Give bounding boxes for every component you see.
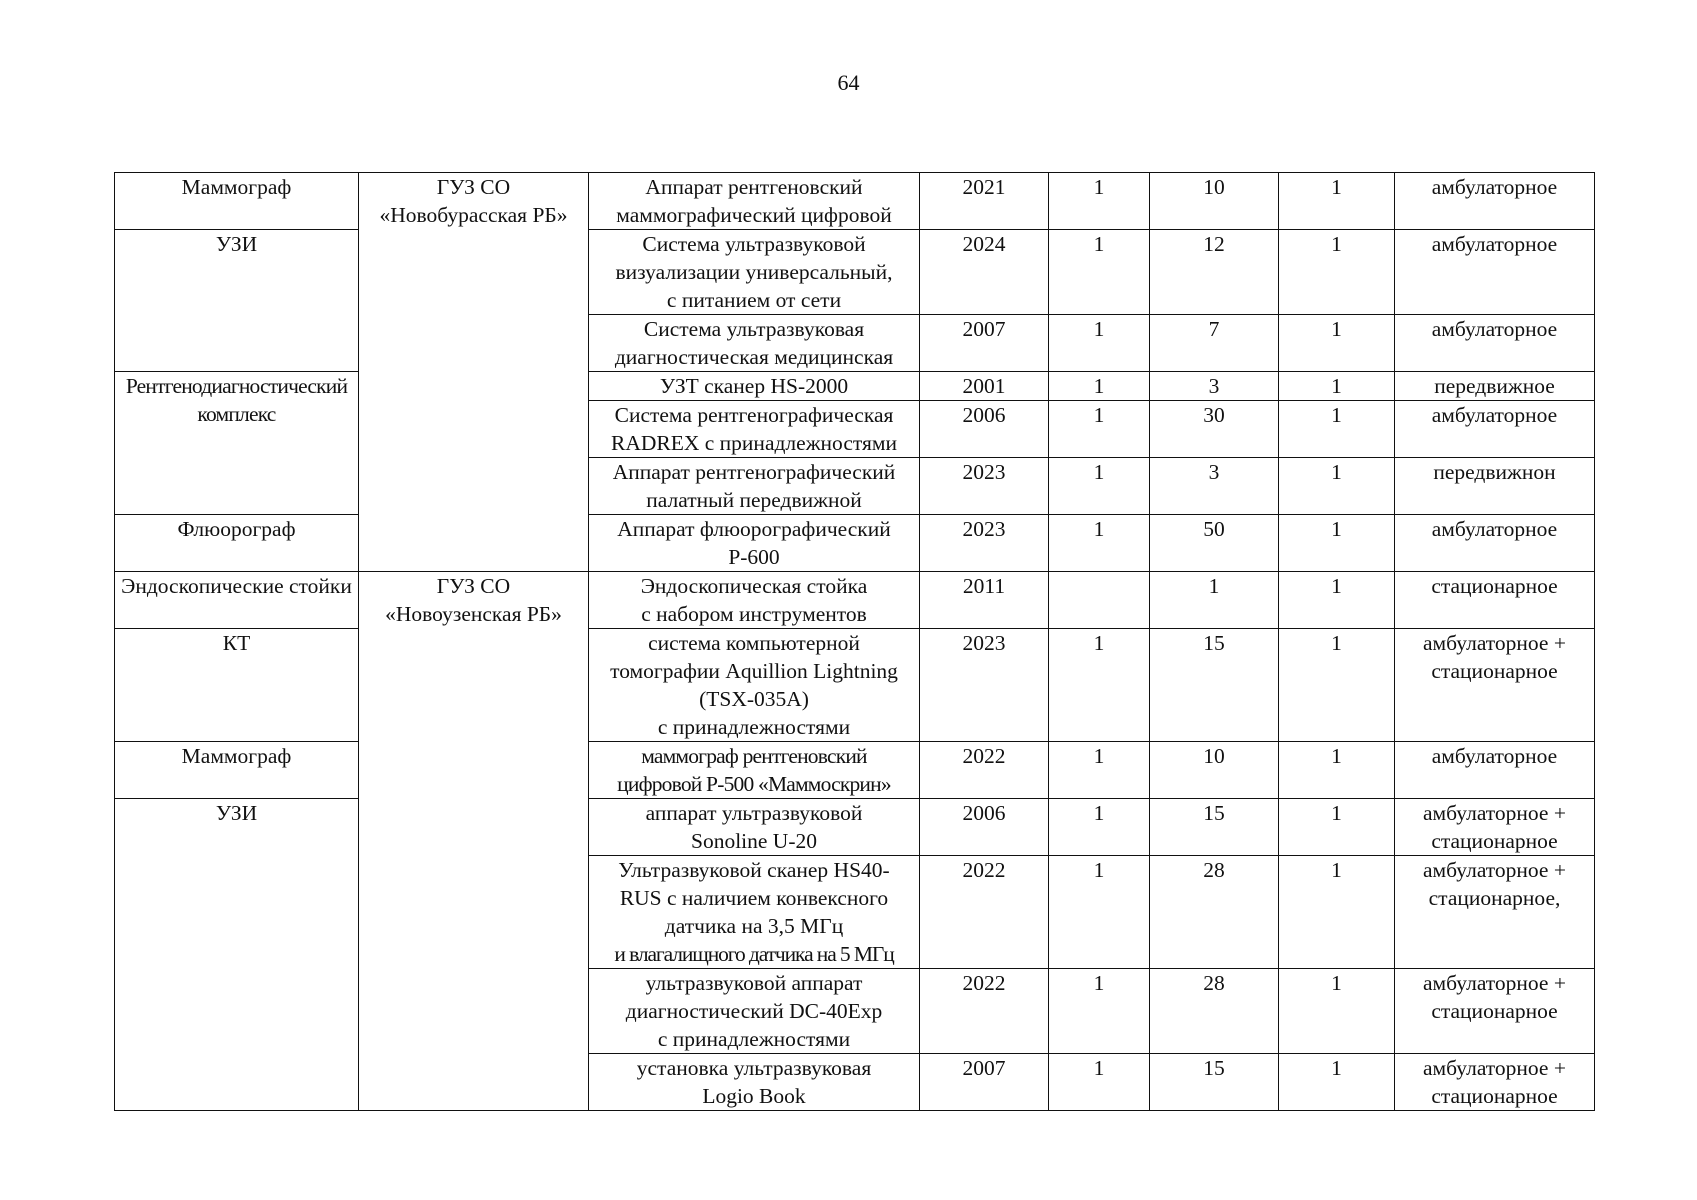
value-cell: 1 [1279, 572, 1395, 629]
value-cell: 1 [1049, 515, 1150, 572]
value-cell: 1 [1279, 458, 1395, 515]
equipment-cell: Система рентгенографическая RADREX с принадлежностями [589, 401, 920, 458]
year-cell: 2023 [920, 629, 1049, 742]
value-cell: 1 [1049, 1054, 1150, 1111]
mode-cell: передвижное [1395, 372, 1595, 401]
value-cell: 1 [1279, 230, 1395, 315]
organization-cell: ГУЗ СО «Новоузенская РБ» [359, 572, 589, 1111]
category-cell: Маммограф [115, 742, 359, 799]
equipment-cell: ультразвуковой аппарат диагностический DC-40Exp с принадлежностями [589, 969, 920, 1054]
value-cell: 50 [1150, 515, 1279, 572]
value-cell: 1 [1049, 372, 1150, 401]
value-cell: 1 [1279, 742, 1395, 799]
value-cell: 1 [1049, 969, 1150, 1054]
equipment-cell: система компьютерной томографии Aquillion Lightning (TSX-035A) с принадлежностями [589, 629, 920, 742]
value-cell: 10 [1150, 173, 1279, 230]
year-cell: 2007 [920, 1054, 1049, 1111]
mode-cell: амбулаторное [1395, 401, 1595, 458]
category-cell: УЗИ [115, 230, 359, 372]
equipment-cell: Ультразвуковой сканер HS40- RUS с наличием конвексного датчика на 3,5 МГц и влагалищного датчика на 5 МГц [589, 856, 920, 969]
year-cell: 2023 [920, 458, 1049, 515]
year-cell: 2007 [920, 315, 1049, 372]
mode-cell: амбулаторное [1395, 742, 1595, 799]
mode-cell: амбулаторное + стационарное, [1395, 856, 1595, 969]
table-row [115, 629, 1595, 742]
mode-cell: амбулаторное + стационарное [1395, 1054, 1595, 1111]
category-cell: КТ [115, 629, 359, 742]
table-row [115, 572, 1595, 629]
value-cell: 1 [1279, 799, 1395, 856]
value-cell: 1 [1049, 230, 1150, 315]
year-cell: 2022 [920, 969, 1049, 1054]
value-cell [1049, 572, 1150, 629]
equipment-table [114, 172, 1595, 1111]
table-row [115, 515, 1595, 572]
table-row [115, 372, 1595, 401]
year-cell: 2023 [920, 515, 1049, 572]
category-cell: Флюорограф [115, 515, 359, 572]
equipment-cell: Эндоскопическая стойка с набором инструментов [589, 572, 920, 629]
value-cell: 15 [1150, 629, 1279, 742]
mode-cell: амбулаторное + стационарное [1395, 799, 1595, 856]
category-cell: Эндоскопические стойки [115, 572, 359, 629]
value-cell: 1 [1049, 458, 1150, 515]
equipment-cell: аппарат ультразвуковой Sonoline U-20 [589, 799, 920, 856]
year-cell: 2021 [920, 173, 1049, 230]
equipment-cell: Система ультразвуковой визуализации универсальный, с питанием от сети [589, 230, 920, 315]
year-cell: 2006 [920, 799, 1049, 856]
mode-cell: амбулаторное [1395, 315, 1595, 372]
equipment-cell: Аппарат рентгеновский маммографический цифровой [589, 173, 920, 230]
year-cell: 2011 [920, 572, 1049, 629]
value-cell: 1 [1279, 629, 1395, 742]
value-cell: 28 [1150, 856, 1279, 969]
table-row [115, 799, 1595, 856]
table-row [115, 742, 1595, 799]
mode-cell: амбулаторное + стационарное [1395, 969, 1595, 1054]
value-cell: 1 [1279, 969, 1395, 1054]
value-cell: 1 [1150, 572, 1279, 629]
category-cell: Маммограф [115, 173, 359, 230]
value-cell: 1 [1279, 856, 1395, 969]
value-cell: 1 [1049, 629, 1150, 742]
equipment-cell: УЗТ сканер HS-2000 [589, 372, 920, 401]
category-cell: Рентгенодиагностический комплекс [115, 372, 359, 515]
value-cell: 1 [1049, 315, 1150, 372]
equipment-cell: установка ультразвуковая Logio Book [589, 1054, 920, 1111]
equipment-cell: Аппарат флюорографический Р-600 [589, 515, 920, 572]
year-cell: 2006 [920, 401, 1049, 458]
equipment-cell: Аппарат рентгенографический палатный передвижной [589, 458, 920, 515]
mode-cell: передвижнон [1395, 458, 1595, 515]
value-cell: 1 [1279, 173, 1395, 230]
year-cell: 2001 [920, 372, 1049, 401]
organization-cell: ГУЗ СО «Новобурасская РБ» [359, 173, 589, 572]
mode-cell: амбулаторное [1395, 230, 1595, 315]
value-cell: 1 [1049, 742, 1150, 799]
value-cell: 28 [1150, 969, 1279, 1054]
value-cell: 3 [1150, 372, 1279, 401]
value-cell: 1 [1049, 799, 1150, 856]
value-cell: 1 [1279, 1054, 1395, 1111]
mode-cell: амбулаторное [1395, 515, 1595, 572]
year-cell: 2024 [920, 230, 1049, 315]
value-cell: 1 [1279, 515, 1395, 572]
mode-cell: амбулаторное [1395, 173, 1595, 230]
value-cell: 1 [1279, 401, 1395, 458]
value-cell: 1 [1049, 401, 1150, 458]
value-cell: 12 [1150, 230, 1279, 315]
value-cell: 15 [1150, 1054, 1279, 1111]
value-cell: 10 [1150, 742, 1279, 799]
table-row [115, 230, 1595, 315]
equipment-cell: Система ультразвуковая диагностическая медицинская [589, 315, 920, 372]
category-cell: УЗИ [115, 799, 359, 1111]
value-cell: 30 [1150, 401, 1279, 458]
page-number: 64 [837, 70, 860, 95]
year-cell: 2022 [920, 742, 1049, 799]
value-cell: 1 [1279, 315, 1395, 372]
value-cell: 3 [1150, 458, 1279, 515]
value-cell: 1 [1279, 372, 1395, 401]
value-cell: 1 [1049, 173, 1150, 230]
mode-cell: стационарное [1395, 572, 1595, 629]
mode-cell: амбулаторное + стационарное [1395, 629, 1595, 742]
value-cell: 1 [1049, 856, 1150, 969]
year-cell: 2022 [920, 856, 1049, 969]
value-cell: 15 [1150, 799, 1279, 856]
table-row [115, 173, 1595, 230]
equipment-cell: маммограф рентгеновский цифровой Р-500 «Маммоскрин» [589, 742, 920, 799]
value-cell: 7 [1150, 315, 1279, 372]
